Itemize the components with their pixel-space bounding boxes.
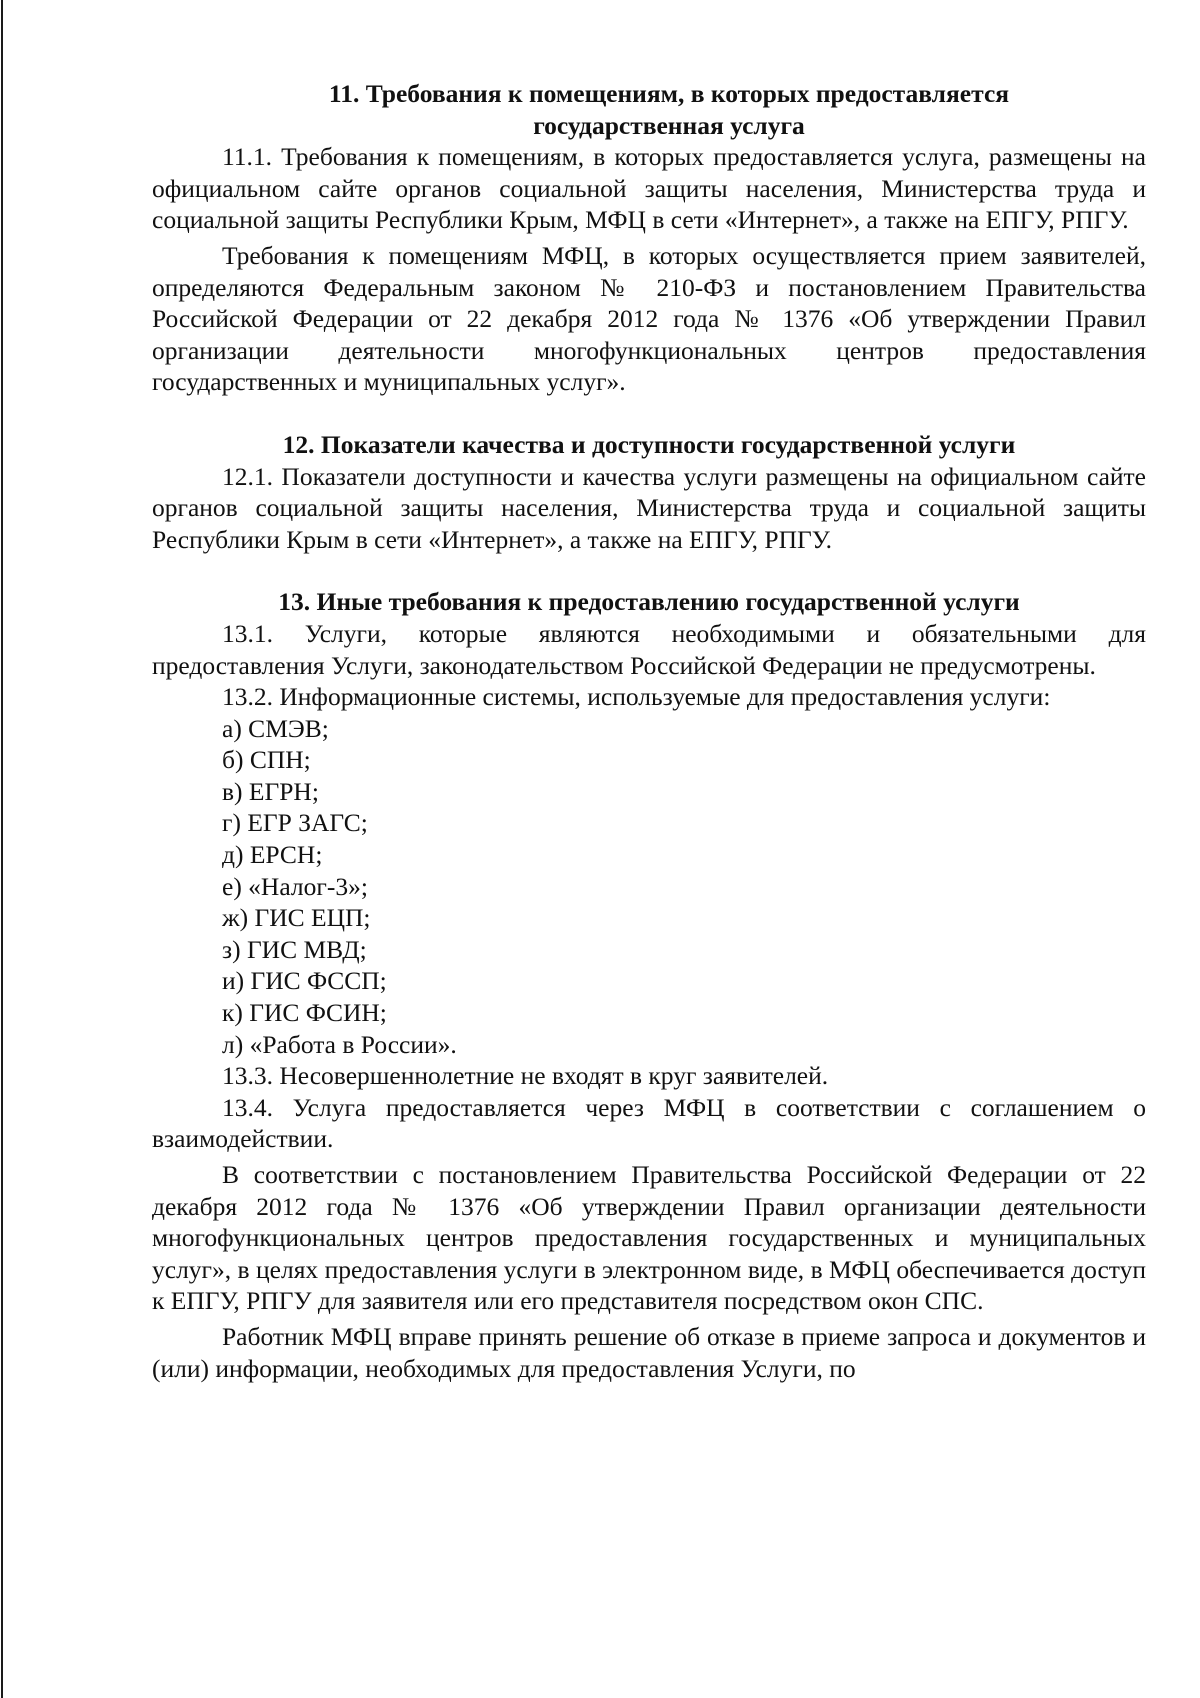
system-list-item: и) ГИС ФССП;: [222, 966, 387, 996]
system-list-item: б) СПН;: [222, 745, 311, 775]
section-11-heading-line-2: государственная услуга: [533, 110, 805, 140]
paragraph-13-2: 13.2. Информационные системы, используемые для предоставления услуги:: [222, 682, 1051, 712]
document-page: [152, 78, 1146, 1384]
paragraph-13-4-details: В соответствии с постановлением Правительства Российской Федерации от 22 декабря 2012 года № 1376 «Об утверждении Правил организации деятельности многофункциональных центров предоставления государственных и муниципальных услуг», в целях предоставления услуги в электронном виде, в МФЦ обеспечивается доступ к ЕПГУ, РПГУ для заявителя или его представителя посредством окон СПС.: [152, 1160, 1146, 1316]
section-13-heading: 13. Иные требования к предоставлению государственной услуги: [278, 587, 1020, 617]
system-list-item: л) «Работа в России».: [222, 1029, 457, 1059]
system-list-item: з) ГИС МВД;: [222, 934, 367, 964]
system-list-item: г) ЕГР ЗАГС;: [222, 808, 368, 838]
paragraph-mfc-refusal: Работник МФЦ вправе принять решение об отказе в приеме запроса и документов и (или) информации, необходимых для предоставления Услуги, по: [152, 1321, 1146, 1383]
paragraph-13-4: 13.4. Услуга предоставляется через МФЦ в соответствии с соглашением о взаимодействии.: [152, 1092, 1146, 1154]
section-12-heading: 12. Показатели качества и доступности государственной услуги: [282, 429, 1016, 459]
scan-edge-line: [1, 0, 3, 1698]
system-list-item: е) «Налог-3»;: [222, 871, 368, 901]
paragraph-12-1: 12.1. Показатели доступности и качества услуги размещены на официальном сайте органов социальной защиты населения, Министерства труда и социальной защиты Республики Крым в сети «Интернет», а также на ЕПГУ, РПГУ.: [152, 461, 1146, 554]
system-list-item: а) СМЭВ;: [222, 713, 329, 743]
section-11-heading-line-1: 11. Требования к помещениям, в которых предоставляется: [328, 79, 1010, 108]
system-list-item: д) ЕРСН;: [222, 840, 323, 870]
paragraph-13-3: 13.3. Несовершеннолетние не входят в круг заявителей.: [222, 1061, 829, 1091]
paragraph-13-1: 13.1. Услуги, которые являются необходимыми и обязательными для предоставления Услуги, законодательством Российской Федерации не предусмотрены.: [152, 618, 1146, 680]
system-list-item: ж) ГИС ЕЦП;: [222, 903, 371, 933]
system-list-item: в) ЕГРН;: [222, 776, 319, 806]
paragraph-11-1: 11.1. Требования к помещениям, в которых предоставляется услуга, размещены на официальном сайте органов социальной защиты населения, Министерства труда и социальной защиты Республики Крым, МФЦ в сети «Интернет», а также на ЕПГУ, РПГУ.: [152, 142, 1146, 235]
system-list-item: к) ГИС ФСИН;: [222, 998, 387, 1028]
paragraph-11-2: Требования к помещениям МФЦ, в которых осуществляется прием заявителей, определяются Федеральным законом № 210-ФЗ и постановлением Правительства Российской Федерации от 22 декабря 2012 года № 1376 «Об утверждении Правил организации деятельности многофункциональных центров предоставления государственных и муниципальных услуг».: [152, 240, 1146, 397]
